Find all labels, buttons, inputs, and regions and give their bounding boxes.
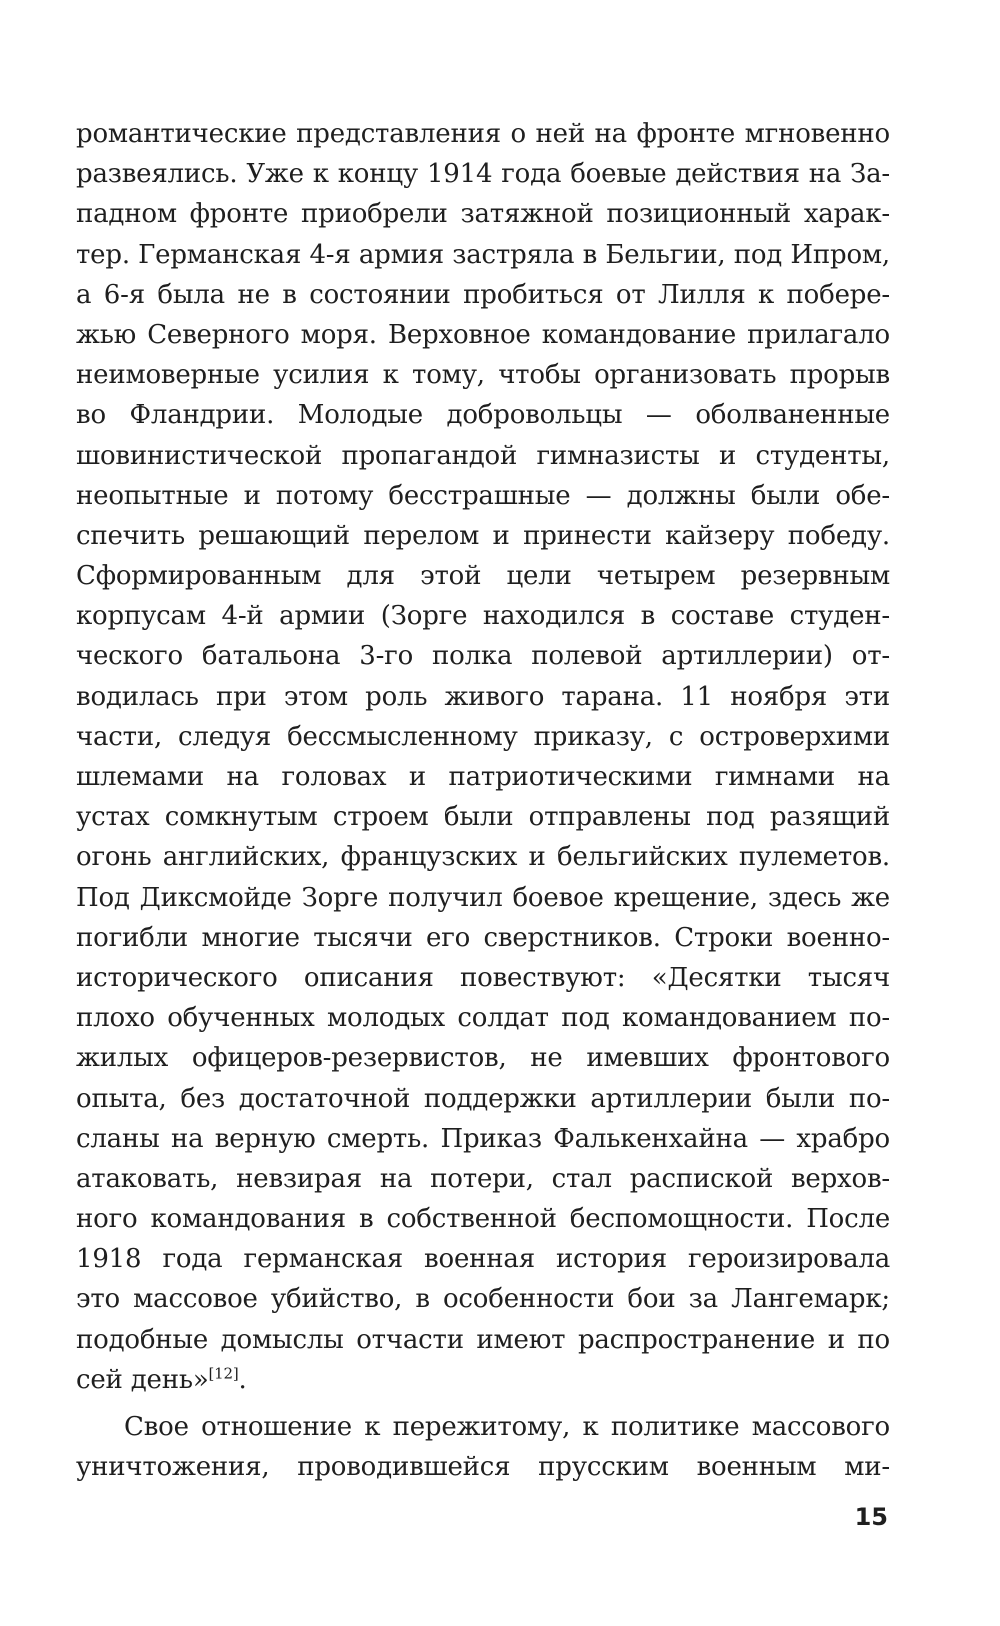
body-text (76, 114, 890, 1487)
footnote-reference[interactable]: [12] (208, 1364, 239, 1383)
text-line: развеялись. Уже к концу 1914 года боевые действия на За- (76, 159, 890, 190)
text-line: тер. Германская 4-я армия застряла в Бельгии, под Ипром, (76, 239, 890, 270)
text-line: огонь английских, французских и бельгийских пулеметов. (76, 842, 890, 873)
text-line: Сформированным для этой цели четырем резервным (76, 561, 890, 592)
text-line-final (76, 1360, 890, 1400)
text-line: плохо обученных молодых солдат под командованием по- (76, 1003, 890, 1034)
text-line: жилых офицеров-резервистов, не имевших фронтового (76, 1043, 890, 1074)
text-line: Под Диксмойде Зорге получил боевое крещение, здесь же (76, 882, 890, 913)
text-line: устах сомкнутым строем были отправлены под разящий (76, 802, 890, 833)
text-line: водилась при этом роль живого тарана. 11 ноября эти (76, 681, 890, 712)
text-line: уничтожения, проводившейся прусским военным ми- (76, 1452, 890, 1483)
text-line: шлемами на головах и патриотическими гимнами на (76, 762, 890, 792)
text-line: ного командования в собственной беспомощности. После (76, 1204, 890, 1235)
text-line: опыта, без достаточной поддержки артиллерии были по- (76, 1083, 890, 1114)
page-number: 15 (854, 1503, 888, 1531)
text-line: а 6-я была не в состоянии пробиться от Лилля к побере- (76, 279, 890, 310)
text-line: это массовое убийство, в особенности бои за Лангемарк; (76, 1284, 890, 1315)
text-line: ческого батальона 3-го полка полевой артиллерии) от- (76, 641, 890, 672)
text-line: романтические представления о ней на фронте мгновенно (76, 119, 890, 149)
text-line: части, следуя бессмысленному приказу, с островерхими (76, 721, 890, 752)
text-line: сланы на верную смерть. Приказ Фалькенхайна — храбро (76, 1123, 890, 1154)
text-line: жью Северного моря. Верховное командование прилагало (76, 319, 890, 350)
text-line: корпусам 4-й армии (Зорге находился в составе студен- (76, 601, 890, 632)
text-line: подобные домыслы отчасти имеют распространение и по (76, 1324, 890, 1355)
paragraph-1 (76, 114, 890, 1400)
final-punctuation: . (238, 1364, 247, 1395)
text-line: Свое отношение к пережитому, к политике массового (124, 1412, 890, 1442)
paragraph-2 (76, 1407, 890, 1487)
text-line: неимоверные усилия к тому, чтобы организовать прорыв (76, 360, 890, 391)
text-line: во Фландрии. Молодые добровольцы — оболваненные (76, 400, 890, 431)
text-line: падном фронте приобрели затяжной позиционный харак- (76, 199, 890, 230)
text-line: атаковать, невзирая на потери, стал распиской верхов- (76, 1163, 890, 1194)
text-line: шовинистической пропагандой гимназисты и студенты, (76, 440, 890, 471)
final-text: сей день» (76, 1364, 209, 1395)
text-line: 1918 года германская военная история героизировала (76, 1244, 890, 1275)
text-line: спечить решающий перелом и принести кайзеру победу. (76, 520, 890, 551)
text-line: погибли многие тысячи его сверстников. Строки военно- (76, 922, 890, 953)
text-line: исторического описания повествуют: «Десятки тысяч (76, 962, 890, 993)
text-line: неопытные и потому бесстрашные — должны были обе- (76, 480, 890, 511)
